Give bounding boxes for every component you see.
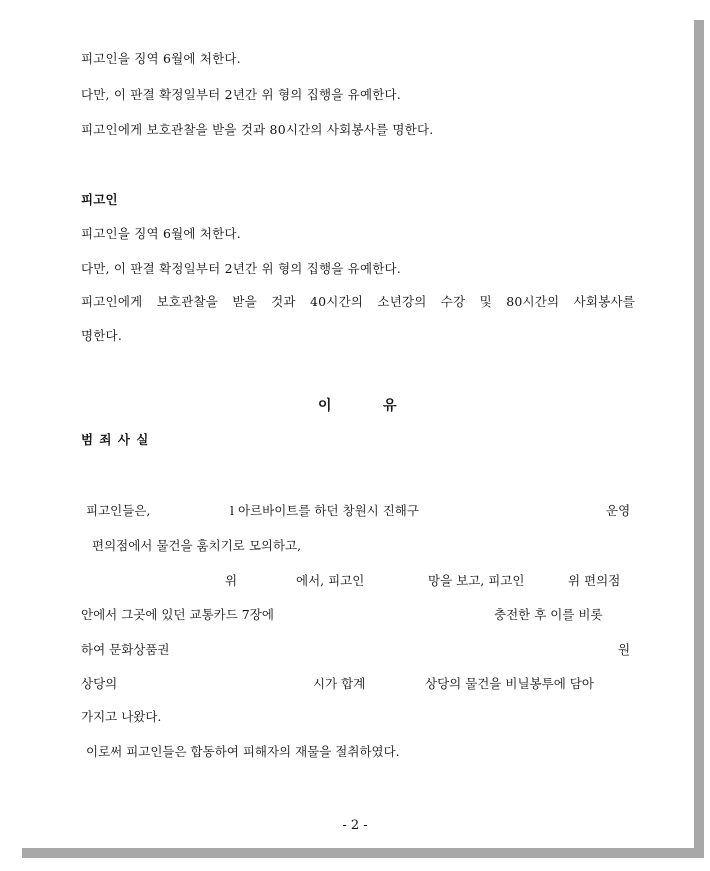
sentence-line: 명한다. [81,328,122,343]
reasons-heading-right: 유 [383,398,397,414]
page-number: - 2 - [342,818,368,833]
fact-text: 에서, 피고인 [296,573,365,588]
fact-text: 시가 합계 [313,676,366,691]
fact-text: 안에서 그곳에 있던 교통카드 7장에 [81,607,274,622]
fact-text: 원 [618,642,631,657]
sentence-line: 피고인에게 보호관찰을 받을 것과 40시간의 소년강의 수강 및 80시간의 사회봉사를 [81,294,635,309]
defendant-label: 피고인 [81,192,118,207]
fact-text: 위 [225,573,238,588]
fact-text: 위 편의점 [568,573,621,588]
conclusion-text: 이로써 피고인들은 합동하여 피해자의 재물을 절취하였다. [86,744,400,759]
fact-text: l 아르바이트를 하던 창원시 진해구 [230,503,419,518]
sentence-line: 다만, 이 판결 확정일부터 2년간 위 형의 집행을 유예한다. [81,261,401,276]
fact-text: 망을 보고, 피고인 [428,573,525,588]
section-subheading: 범 죄 사 실 [81,432,150,447]
sentence-line: 피고인을 징역 6월에 처한다. [81,51,241,66]
page-shadow-right [694,32,704,858]
fact-text: 상당의 물건을 비닐봉투에 담아 [425,676,594,691]
page-shadow-bottom [24,848,704,858]
fact-text: 피고인들은, [86,503,151,518]
fact-text: 가지고 나왔다. [81,709,162,724]
fact-text: 하여 문화상품권 [81,642,170,657]
reasons-heading-left: 이 [318,398,332,414]
sentence-line: 피고인에게 보호관찰을 받을 것과 80시간의 사회봉사를 명한다. [81,122,434,137]
fact-text: 운영 [606,503,631,518]
fact-text: 충전한 후 이를 비롯 [494,607,603,622]
sentence-line: 피고인을 징역 6월에 처한다. [81,226,241,241]
fact-text: 상당의 [81,676,118,691]
fact-text: 편의점에서 물건을 훔치기로 모의하고, [92,538,302,553]
sentence-line: 다만, 이 판결 확정일부터 2년간 위 형의 집행을 유예한다. [81,87,401,102]
